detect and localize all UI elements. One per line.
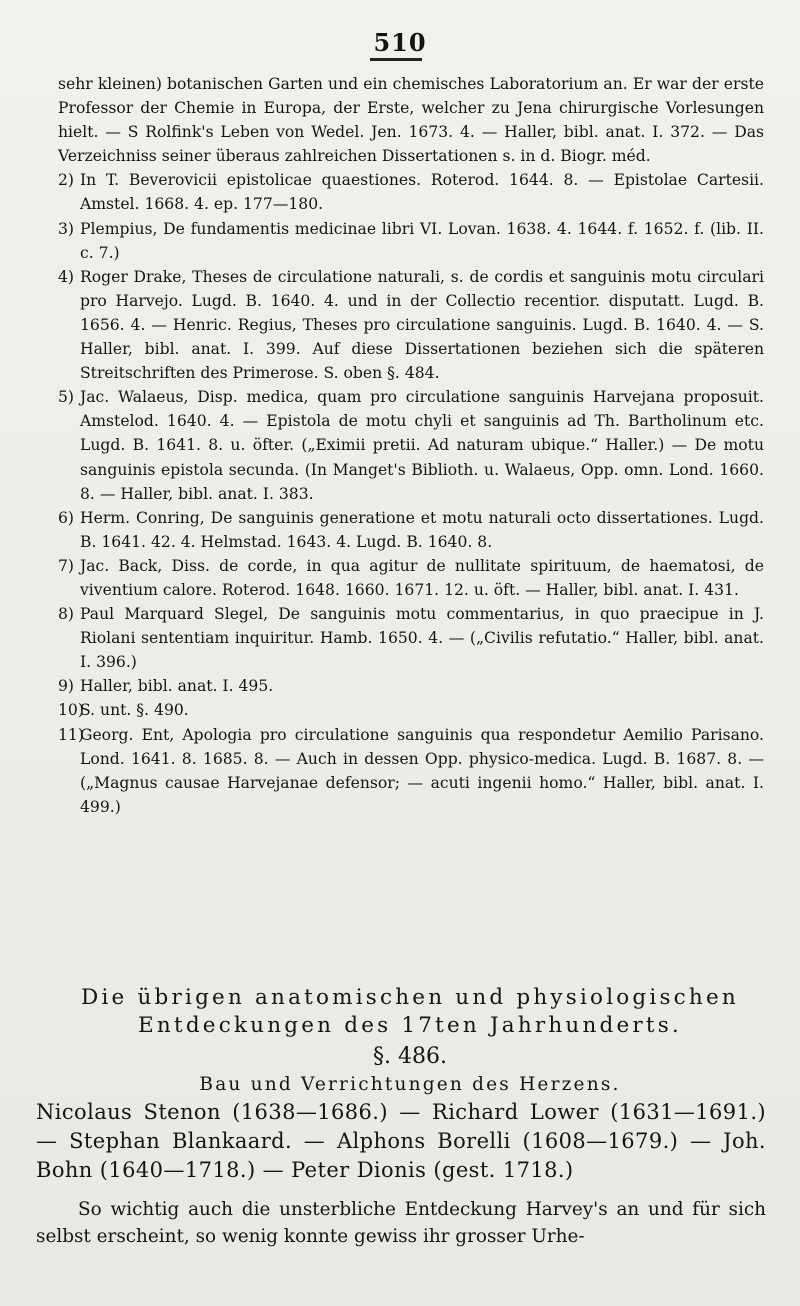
footnote-2: [58, 168, 764, 216]
footnote-number: 7): [58, 556, 75, 575]
footnote-number: 6): [58, 508, 75, 527]
footnote-text: sehr kleinen) botanischen Garten und ein chemisches Laboratorium an. Er war der erste Professor der Chemie in Europa, der Erste, welcher zu Jena chirurgische Vorlesungen hielt. — S Rolfink's Leben von Wedel. Jen. 1673. 4. — Haller, bibl. anat. I. 372. — Das Verzeichniss seiner überaus zahlreichen Dissertationen s. in d. Biogr. méd.: [58, 75, 764, 166]
footnote-text: S. unt. §. 490.: [80, 701, 189, 720]
footnote-number: 5): [58, 388, 75, 407]
section-subtitle: Bau und Verrichtungen des Herzens.: [199, 1074, 621, 1095]
footnote-number: 4): [58, 267, 75, 286]
footnote-text: Jac. Back, Diss. de corde, in qua agitur de nullitate spirituum, de haematosi, de viventium calore. Roterod. 1648. 1660. 1671. 12. u. öft. — Haller, bibl. anat. I. 431.: [80, 556, 764, 599]
footnote-text: Paul Marquard Slegel, De sanguinis motu commentarius, in quo praecipue in J. Riolani sententiam inquiritur. Hamb. 1650. 4. — („Civilis refutatio.“ Haller, bibl. anat. I. 396.): [80, 605, 764, 672]
footnote-text: Plempius, De fundamentis medicinae libri VI. Lovan. 1638. 4. 1644. f. 1652. f. (lib. II. c. 7.): [80, 219, 764, 262]
footnote-text: Jac. Walaeus, Disp. medica, quam pro circulatione sanguinis Harvejana proposuit. Amstelod. 1640. 4. — Epistola de motu chyli et sanguinis ad Th. Bartholinum etc. Lugd. B. 1641. 8. u. öfter. („Eximii pretii. Ad naturam ubique.“ Haller.) — De motu sanguinis epistola secunda. (In Manget's Biblioth. u. Walaeus, Opp. omn. Lond. 1660. 8. — Haller, bibl. anat. I. 383.: [80, 388, 764, 503]
footnote-text: Haller, bibl. anat. I. 495.: [80, 677, 274, 696]
footnotes: [58, 72, 764, 819]
footnote-4: [58, 265, 764, 385]
section-title-line-1: Die übrigen anatomischen und physiologischen: [81, 985, 739, 1010]
footnote-8: [58, 602, 764, 674]
footnote-3: [58, 217, 764, 265]
body-paragraph: So wichtig auch die unsterbliche Entdeckung Harvey's an und für sich selbst erscheint, so wenig konnte gewiss ihr grosser Urhe-: [36, 1199, 766, 1247]
footnote-text: In T. Beverovicii epistolicae quaestiones. Roterod. 1644. 8. — Epistolae Cartesii. Amstel. 1668. 4. ep. 177—180.: [80, 171, 764, 214]
page-number: 510: [373, 28, 427, 57]
footnote-5: [58, 385, 764, 505]
footnote-text: Roger Drake, Theses de circulatione naturali, s. de cordis et sanguinis motu circulari pro Harvejo. Lugd. B. 1640. 4. und in der Collectio recentior. disputatt. Lugd. B. 1656. 4. — Henric. Regius, Theses pro circulatione sanguinis. Lugd. B. 1640. 4. — S. Haller, bibl. anat. I. 399. Auf diese Dissertationen beziehen sich die späteren Streitschriften des Primerose. S. oben §. 484.: [80, 267, 764, 383]
footnote-text: Herm. Conring, De sanguinis generatione et motu naturali octo dissertationes. Lugd. B. 1641. 42. 4. Helmstad. 1643. 4. Lugd. B. 1640. 8.: [80, 508, 764, 551]
footnote-continuation: [58, 72, 764, 168]
page-number-underline: [370, 58, 422, 61]
section-number: §. 486.: [373, 1044, 447, 1069]
footnote-number: 9): [58, 677, 75, 696]
footnote-text: Georg. Ent, Apologia pro circulatione sanguinis qua respondetur Aemilio Parisano. Lond. 1641. 8. 1685. 8. — Auch in dessen Opp. physico-medica. Lugd. B. 1687. 8. — („Magnus causae Harvejanae defensor; — acuti ingenii homo.“ Haller, bibl. anat. I. 499.): [80, 725, 764, 816]
footnote-number: 3): [58, 219, 75, 238]
footnote-10: [58, 698, 764, 722]
footnote-9: [58, 674, 764, 698]
footnote-11: [58, 723, 764, 819]
footnote-number: 11): [58, 725, 84, 744]
section-heading: [30, 984, 790, 1098]
section-people-list: Nicolaus Stenon (1638—1686.) — Richard Lower (1631—1691.) — Stephan Blankaard. — Alphons Borelli (1608—1679.) — Joh. Bohn (1640—1718.) — Peter Dionis (gest. 1718.): [36, 1100, 766, 1182]
footnote-number: 8): [58, 605, 75, 624]
section-title-line-2: Entdeckungen des 17ten Jahrhunderts.: [138, 1013, 682, 1038]
footnote-number: 2): [58, 171, 75, 190]
footnote-6: [58, 506, 764, 554]
footnote-7: [58, 554, 764, 602]
footnote-number: 10): [58, 701, 84, 720]
